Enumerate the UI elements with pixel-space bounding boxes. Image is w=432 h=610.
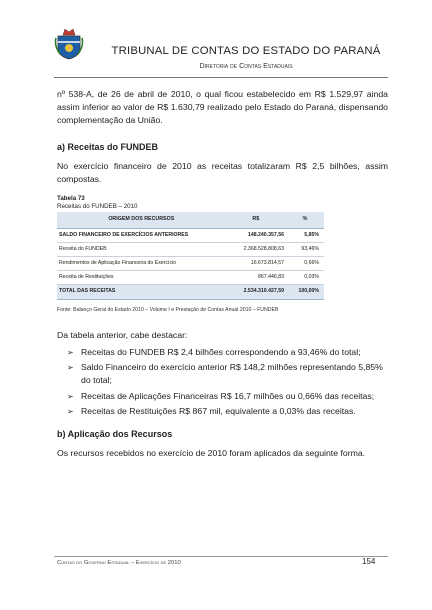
header-origin: ORIGEM DOS RECURSOS (57, 212, 226, 228)
row-origin: Rendimentos de Aplicação Financeira do Exercício (57, 257, 226, 271)
table-row (57, 228, 324, 242)
footer-text: Contas do Governo Estadual – Exercício de 2010 (57, 560, 181, 566)
section-b-heading: b) Aplicação dos Recursos (57, 429, 173, 440)
section-b-paragraph: Os recursos recebidos no exercício de 2010 foram aplicados da seguinte forma. (57, 448, 366, 459)
table-row (57, 257, 324, 271)
footer-divider (54, 556, 388, 557)
table-source: Fonte: Balanço Geral do Estado 2010 – Volume I e Prestação de Contas Anual 2010 – FUNDEB (57, 306, 279, 313)
list-item-text: Saldo Financeiro do exercício anterior R$ 148,2 milhões representando 5,85% do total; (81, 362, 383, 386)
highlight-intro: Da tabela anterior, cabe destacar: (57, 329, 188, 340)
total-pct: 100,00% (286, 285, 324, 299)
list-item (67, 361, 388, 387)
org-title: TRIBUNAL DE CONTAS DO ESTADO DO PARANÁ (111, 45, 381, 57)
intro-paragraph: nº 538-A, de 26 de abril de 2010, o qual ficou estabelecido em R$ 1.529,97 ainda assim inferior ao valor de R$ 1.630,79 realizado pelo Estado do Paraná, dispensando complementação da União. (57, 89, 388, 126)
row-origin: Receita do FUNDEB (57, 242, 226, 256)
list-item-text: Receitas do FUNDEB R$ 2,4 bilhões correspondendo a 93,46% do total; (81, 347, 361, 358)
list-item-text: Receitas de Restituições R$ 867 mil, equivalente a 0,03% das receitas. (81, 405, 356, 416)
header-value: R$ (226, 212, 286, 228)
table-label: Tabela 73 (57, 195, 85, 203)
highlight-list (57, 346, 388, 418)
row-value: 2.368.528.808,63 (226, 242, 286, 256)
table-header-row (57, 212, 324, 228)
arrow-bullet-icon: ➢ (67, 406, 74, 416)
list-item (67, 346, 388, 359)
page-header (54, 22, 384, 74)
header-pct: % (286, 212, 324, 228)
table-caption (57, 195, 388, 210)
list-item (67, 390, 388, 403)
section-a-paragraph: No exercício financeiro de 2010 as receitas totalizaram R$ 2,5 bilhões, assim compostas. (57, 160, 388, 185)
row-value: 148.240.357,56 (226, 228, 286, 242)
revenue-table (57, 212, 324, 299)
row-pct: 0,66% (286, 257, 324, 271)
row-pct: 5,85% (286, 228, 324, 242)
row-pct: 93,46% (286, 242, 324, 256)
arrow-bullet-icon: ➢ (67, 391, 74, 401)
page-number: 154 (362, 557, 376, 566)
row-origin: SALDO FINANCEIRO DE EXERCÍCIOS ANTERIORES (57, 228, 226, 242)
arrow-bullet-icon: ➢ (67, 348, 74, 358)
list-item-text: Receitas de Aplicações Financeiras R$ 16,7 milhões ou 0,66% das receitas; (81, 390, 375, 401)
org-subtitle: Diretoria de Contas Estaduais (199, 61, 293, 70)
list-item (67, 405, 388, 418)
row-origin: Receita de Restituições (57, 271, 226, 285)
total-value: 2.534.310.427,59 (226, 285, 286, 299)
section-a-heading: a) Receitas do FUNDEB (57, 141, 159, 152)
page-content (57, 88, 388, 460)
table-total-row (57, 285, 324, 299)
table-title: Receitas do FUNDEB – 2010 (57, 202, 138, 210)
table-row (57, 271, 324, 285)
row-pct: 0,03% (286, 271, 324, 285)
header-divider (54, 77, 388, 78)
table-row (57, 242, 324, 256)
table-block (57, 195, 388, 317)
parana-coat-of-arms-icon (54, 26, 84, 60)
arrow-bullet-icon: ➢ (67, 363, 74, 373)
total-origin: TOTAL DAS RECEITAS (57, 285, 226, 299)
row-value: 16.673.814,57 (226, 257, 286, 271)
row-value: 867.446,83 (226, 271, 286, 285)
